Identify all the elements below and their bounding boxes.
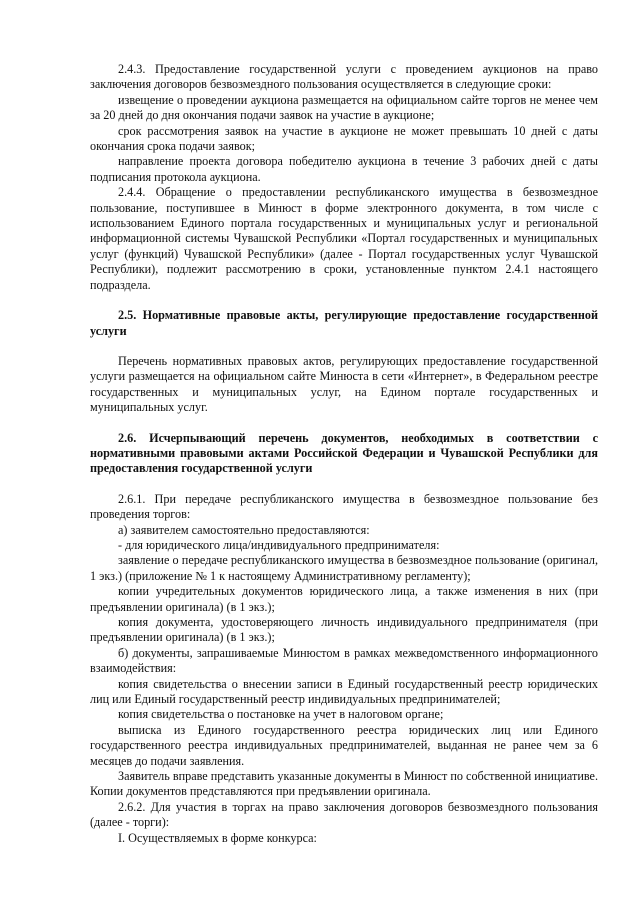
paragraph-own-initiative: Заявитель вправе представить указанные документы в Минюст по собственной инициативе. Копии документов представляются при предъявлении оригинала. xyxy=(90,769,598,799)
paragraph-registry-certificate: копия свидетельства о внесении записи в Единый государственный реестр юридических лиц или Единый государственный реестр индивидуальных предпринимателей; xyxy=(90,676,598,707)
paragraph-review-period: срок рассмотрения заявок на участие в аукционе не может превышать 10 дней с даты окончания срока подачи заявок; xyxy=(90,123,598,154)
paragraph-2-6-2: 2.6.2. Для участия в торгах на право заключения договоров безвозмездного пользования (далее - торги): xyxy=(90,799,598,830)
paragraph-legal-entity: - для юридического лица/индивидуального предпринимателя: xyxy=(118,537,440,552)
paragraph-tax-certificate: копия свидетельства о постановке на учет в налоговом органе; xyxy=(118,707,444,722)
spacer xyxy=(90,293,598,308)
paragraph-2-4-4: 2.4.4. Обращение о предоставлении республиканского имущества в безвозмездное пользование, поступившее в Минюст в форме электронного документа, в том числе с использованием Единого портала государственных и муниципальных услуг и региональной информационной системы Чувашской Республики «Портал государственных и муниципальных услуг (функций) Чувашской Республики» (далее - Портал государственных услуг Чувашской Республики), подлежит рассмотрению в сроки, установленные пунктом 2.4.1 настоящего подраздела. xyxy=(90,185,598,292)
paragraph-2-6-1: 2.6.1. При передаче республиканского имущества в безвозмездное пользование без проведения торгов: xyxy=(90,491,598,522)
paragraph-founding-docs: копии учредительных документов юридического лица, а также изменения в них (при предъявлении оригинала) (в 1 экз.); xyxy=(90,584,598,614)
spacer xyxy=(90,339,598,354)
section-heading-2-6: 2.6. Исчерпывающий перечень документов, необходимых в соответствии с нормативными правовыми актами Российской Федерации и Чувашской Республики для предоставления государственной услуги xyxy=(90,430,598,476)
paragraph-registry-extract: выписка из Единого государственного реестра юридических лиц или Единого государственного реестра индивидуальных предпринимателей, выданная не ранее чем за 6 месяцев до подачи заявления. xyxy=(90,722,598,768)
paragraph-item-b: б) документы, запрашиваемые Минюстом в рамках межведомственного информационного взаимодействия: xyxy=(90,645,598,676)
spacer xyxy=(90,416,598,431)
paragraph-contest-form: I. Осуществляемых в форме конкурса: xyxy=(118,830,317,845)
paragraph-2-5: Перечень нормативных правовых актов, регулирующих предоставление государственной услуги размещается на официальном сайте Минюста в сети «Интернет», в Федеральном реестре государственных и муниципальных услуг, на Едином портале государственных и муниципальных услуг. xyxy=(90,353,598,415)
section-heading-2-5: 2.5. Нормативные правовые акты, регулирующие предоставление государственной услуги xyxy=(90,308,598,338)
document-page xyxy=(90,62,598,846)
spacer xyxy=(90,477,598,492)
paragraph-auction-notice: извещение о проведении аукциона размещается на официальном сайте торгов не менее чем за 20 дней до дня окончания подачи заявок на участие в аукционе; xyxy=(90,92,598,123)
paragraph-identity-doc: копия документа, удостоверяющего личность индивидуального предпринимателя (при предъявлении оригинала) (в 1 экз.); xyxy=(90,615,598,645)
paragraph-item-a: а) заявителем самостоятельно предоставляются: xyxy=(118,522,370,537)
paragraph-contract-draft: направление проекта договора победителю аукциона в течение 3 рабочих дней с даты подписания протокола аукциона. xyxy=(90,154,598,184)
paragraph-application: заявление о передаче республиканского имущества в безвозмездное пользование (оригинал, 1 экз.) (приложение № 1 к настоящему Административному регламенту); xyxy=(90,553,598,583)
paragraph-2-4-3: 2.4.3. Предоставление государственной услуги с проведением аукционов на право заключения договоров безвозмездного пользования осуществляется в следующие сроки: xyxy=(90,62,598,92)
